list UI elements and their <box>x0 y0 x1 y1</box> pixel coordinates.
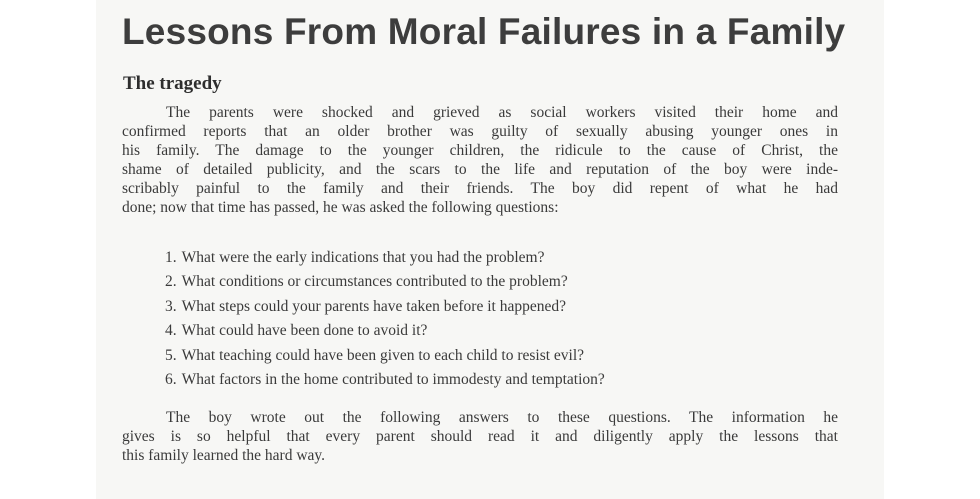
question-text: What steps could your parents have taken before it happened? <box>181 297 566 315</box>
page-title: Lessons From Moral Failures in a Family <box>122 11 846 52</box>
paragraph-line: The boy wrote out the following answers to these questions. The information he <box>166 409 838 426</box>
paragraph-line: his family. The damage to the younger children, the ridicule to the cause of Christ, the <box>122 142 838 159</box>
paragraph-line: scribably painful to the family and their friends. The boy did repent of what he had <box>122 180 838 197</box>
paragraph-line: gives is so helpful that every parent should read it and diligently apply the lessons that <box>122 428 838 445</box>
closing-paragraph <box>122 408 838 465</box>
question-item <box>165 246 605 270</box>
section-heading: The tragedy <box>123 73 222 94</box>
question-number: 4. <box>165 322 177 340</box>
paragraph-line: The parents were shocked and grieved as social workers visited their home and <box>166 104 838 121</box>
intro-paragraph <box>122 103 838 217</box>
question-number: 6. <box>165 370 177 388</box>
paragraph-line: this family learned the hard way. <box>122 447 326 464</box>
question-text: What factors in the home contributed to immodesty and temptation? <box>181 370 605 388</box>
question-item <box>165 319 605 343</box>
question-number: 2. <box>165 273 177 291</box>
paragraph-line: confirmed reports that an older brother was guilty of sexually abusing younger ones in <box>122 123 838 140</box>
question-text: What were the early indications that you had the problem? <box>181 249 545 266</box>
question-number: 5. <box>165 346 177 364</box>
question-number: 1. <box>165 249 177 266</box>
question-item <box>165 344 605 368</box>
question-item <box>165 270 605 294</box>
question-number: 3. <box>165 297 177 315</box>
question-text: What could have been done to avoid it? <box>181 322 428 340</box>
question-list <box>165 246 605 392</box>
question-text: What conditions or circumstances contributed to the problem? <box>181 273 568 291</box>
question-item <box>165 295 605 319</box>
paragraph-line: done; now that time has passed, he was asked the following questions: <box>122 199 559 216</box>
paragraph-line: shame of detailed publicity, and the scars to the life and reputation of the boy were inde- <box>122 161 838 178</box>
question-item <box>165 368 605 392</box>
question-text: What teaching could have been given to each child to resist evil? <box>181 346 585 364</box>
